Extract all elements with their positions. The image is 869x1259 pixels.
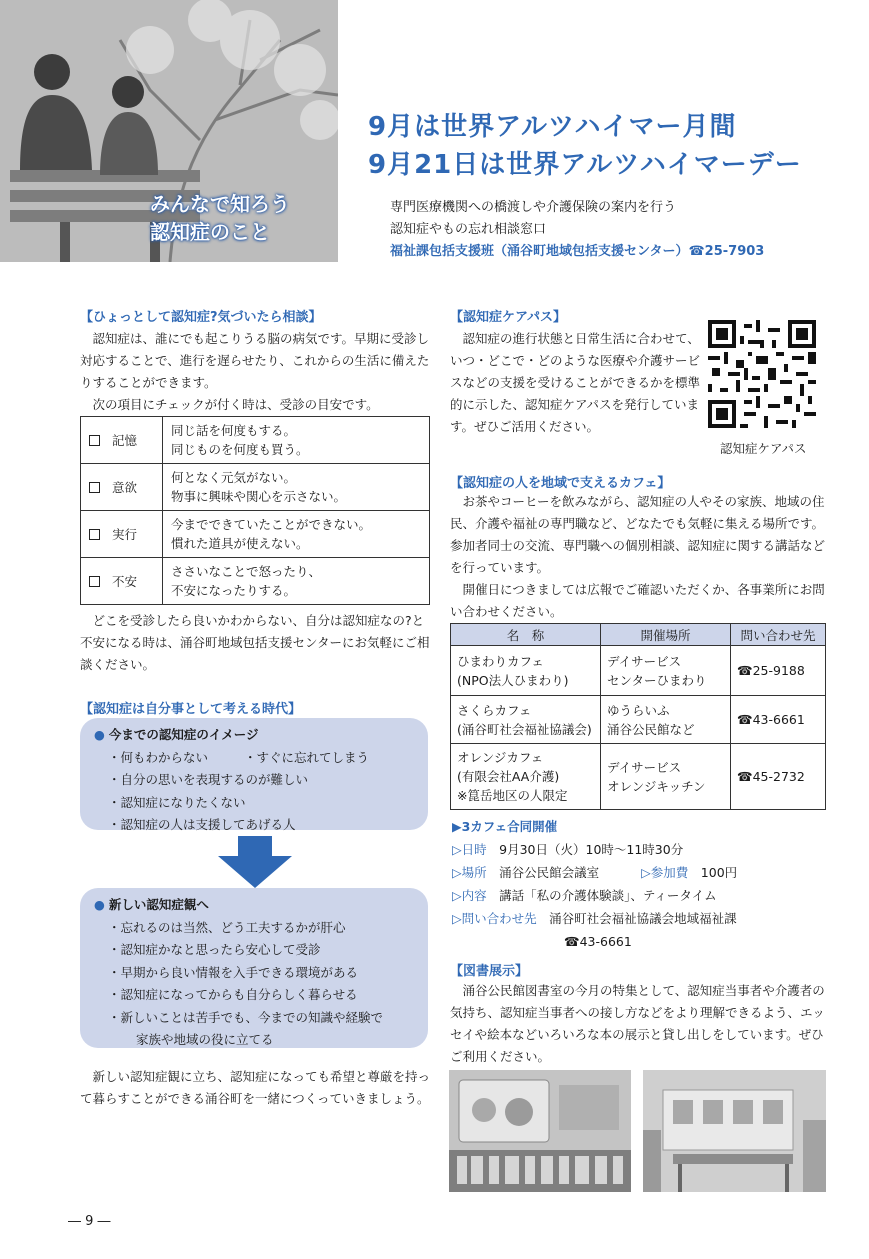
cafe-paragraph-2: 開催日につきましては広報でご確認いただくか、各事業所にお問い合わせください。 — [450, 582, 825, 619]
books-paragraph: 涌谷公民館図書室の今月の特集として、認知症当事者や介護者の気持ち、認知症当事者への接し方などをより理解できるよう、エッセイや絵本などいろいろな本の展示と貸し出しをしています。ぜひご利用ください。 — [450, 983, 825, 1064]
date-value: 9月30日（火）10時～11時30分 — [499, 842, 684, 857]
checkbox-icon — [89, 576, 100, 587]
checklist-table — [80, 416, 430, 605]
list-item: ・新しいことは苦手でも、今までの知識や経験で — [108, 1009, 384, 1025]
table-row — [81, 464, 430, 511]
books-text — [450, 980, 828, 1068]
page-number: ― 9 ― — [68, 1214, 111, 1229]
joint-heading: ▶3カフェ合同開催 — [452, 819, 558, 834]
page-title-line2: 9月21日は世界アルツハイマーデー — [368, 150, 802, 180]
cafe-note: ※箟岳地区の人限定 — [457, 788, 568, 803]
content-label: ▷内容 — [452, 888, 487, 903]
table-row — [81, 417, 430, 464]
era-heading: 【認知症は自分事として考える時代】 — [80, 702, 302, 717]
cafe-name: オレンジカフェ — [457, 750, 544, 765]
cafe-place: オレンジキッチン — [607, 778, 706, 794]
contact-tel: ☎43-6661 — [564, 934, 632, 949]
check-key: 実行 — [112, 526, 138, 542]
fee-value: 100円 — [700, 865, 738, 880]
book-display-photo-1 — [449, 1070, 631, 1192]
cafe-org: (NPO法人ひまわり) — [457, 672, 569, 688]
books-heading: 【図書展示】 — [450, 964, 529, 979]
hero-caption — [150, 190, 330, 246]
list-item: ・認知症かなと思ったら安心して受診 — [108, 942, 321, 957]
table-row — [81, 511, 430, 558]
check-desc: 何となく元気がない。 — [171, 470, 297, 485]
place-value: 涌谷公民館会議室 — [499, 865, 600, 880]
new-view-title: 新しい認知症観へ — [108, 897, 209, 912]
content-value: 講話「私の介護体験談」、ティータイム — [499, 888, 717, 903]
table-row — [451, 696, 826, 744]
carepath-heading: 【認知症ケアパス】 — [450, 310, 566, 325]
column-header: 名 称 — [451, 624, 601, 646]
cafe-place: センターひまわり — [607, 672, 707, 688]
cafe-place: 涌谷公民館など — [607, 721, 695, 737]
cafe-tel: ☎43-6661 — [731, 696, 826, 744]
consult-paragraph-3: どこを受診したら良いかわからない、自分は認知症なの?と不安になる時は、涌谷町地域包括支援センターにお気軽にご相談ください。 — [80, 613, 430, 672]
table-row — [451, 646, 826, 696]
check-desc: 不安になったりする。 — [171, 583, 297, 598]
cafe-place: デイサービス — [607, 759, 682, 775]
check-desc: 物事に興味や関心を示さない。 — [171, 489, 347, 504]
carepath-text — [450, 328, 700, 438]
place-label: ▷場所 — [452, 865, 487, 880]
header-sub-line1: 専門医療機関への橋渡しや介護保険の案内を行う — [390, 200, 677, 215]
check-desc: ささいなことで怒ったり、 — [171, 564, 322, 579]
new-view-panel — [80, 888, 428, 1048]
book-display-photo-2 — [643, 1070, 826, 1192]
table-row — [451, 744, 826, 810]
fee-label: ▷参加費 — [641, 865, 689, 880]
check-desc: 今までできていたことができない。 — [171, 517, 372, 532]
contact-value: 涌谷町社会福祉協議会地域福祉課 — [549, 911, 737, 926]
cafe-tel: ☎25-9188 — [731, 646, 826, 696]
cafe-place: ゆうらいふ — [607, 702, 670, 718]
cafe-table — [450, 623, 826, 810]
consult-text — [80, 328, 430, 416]
carepath-paragraph: 認知症の進行状態と日常生活に合わせて、いつ・どこで・どのような医療や介護サービスなどの支援を受けることができるかを標準的に示した、認知症ケアパスを発行しています。ぜひご活用ください。 — [450, 331, 701, 434]
arrow-down-icon — [218, 836, 292, 888]
cafe-org: (有限会社AA介護) — [457, 769, 560, 784]
table-header-row — [451, 624, 826, 646]
list-item: ・認知症になってからも自分らしく暮らせる — [108, 987, 358, 1002]
checkbox-icon — [89, 435, 100, 446]
bullet-icon: ● — [94, 727, 105, 742]
list-item: 家族や地域の役に立てる — [136, 1032, 274, 1047]
cafe-text — [450, 491, 826, 623]
cafe-heading: 【認知症の人を地域で支えるカフェ】 — [450, 476, 671, 491]
cafe-name: さくらカフェ — [457, 702, 532, 718]
checkbox-icon — [89, 529, 100, 540]
old-image-panel — [80, 718, 428, 830]
cafe-paragraph-1: お茶やコーヒーを飲みながら、認知症の人やその家族、地域の住民、介護や福祉の専門職など、どなたでも気軽に集える場所です。参加者同士の交流、専門職への個別相談、認知症に関する講話などを行っています。 — [450, 494, 826, 575]
column-header: 開催場所 — [601, 624, 731, 646]
cafe-org: (涌谷町社会福祉協議会) — [457, 721, 592, 737]
list-item: ・認知症になりたくない — [108, 794, 246, 810]
contact-label: ▷問い合わせ先 — [452, 911, 537, 926]
cafe-name: ひまわりカフェ — [457, 653, 544, 669]
list-item: ・忘れるのは当然、どう工夫するかが肝心 — [108, 919, 346, 935]
bullet-icon: ● — [94, 897, 105, 912]
consult-paragraph-2: 次の項目にチェックが付く時は、受診の目安です。 — [92, 397, 379, 412]
list-item: ・何もわからない — [108, 749, 209, 765]
list-item: ・自分の思いを表現するのが難しい — [108, 772, 309, 787]
date-label: ▷日時 — [452, 842, 487, 857]
consult-advice — [80, 610, 430, 676]
joint-info — [452, 815, 737, 953]
check-key: 不安 — [112, 573, 138, 589]
table-row — [81, 558, 430, 605]
check-key: 記憶 — [112, 432, 138, 448]
check-desc: 慣れた道具が使えない。 — [171, 536, 309, 551]
column-header: 問い合わせ先 — [731, 624, 826, 646]
closing-text — [80, 1066, 432, 1110]
check-desc: 同じものを何度も買う。 — [171, 442, 309, 457]
qr-caption: 認知症ケアパス — [720, 441, 807, 456]
consult-heading: 【ひょっとして認知症?気づいたら相談】 — [80, 310, 322, 325]
closing-paragraph: 新しい認知症観に立ち、認知症になっても希望と尊厳を持って暮らすことができる涌谷町を一緒につくっていきましょう。 — [80, 1069, 431, 1106]
page-title-line1: 9月は世界アルツハイマー月間 — [368, 112, 737, 142]
list-item: ・認知症の人は支援してあげる人 — [108, 817, 296, 832]
list-item: ・すぐに忘れてしまう — [244, 749, 370, 765]
qr-code[interactable] — [708, 320, 816, 428]
hero-caption-line2: 認知症のこと — [150, 220, 270, 244]
cafe-tel: ☎45-2732 — [731, 744, 826, 810]
old-image-title: 今までの認知症のイメージ — [108, 727, 259, 742]
check-key: 意欲 — [112, 479, 138, 495]
cafe-place: デイサービス — [607, 653, 682, 669]
checkbox-icon — [89, 482, 100, 493]
hero-caption-line1: みんなで知ろう — [150, 192, 290, 216]
list-item: ・早期から良い情報を入手できる環境がある — [108, 964, 359, 980]
consult-paragraph-1: 認知症は、誰にでも起こりうる脳の病気です。早期に受診し対応することで、進行を遅らせたり、これからの生活に備えたりすることができます。 — [80, 331, 430, 390]
header-contact: 福祉課包括支援班（涌谷町地域包括支援センター）☎25-7903 — [390, 244, 765, 259]
header-sub-line2: 認知症やもの忘れ相談窓口 — [390, 222, 547, 237]
check-desc: 同じ話を何度もする。 — [171, 423, 297, 438]
